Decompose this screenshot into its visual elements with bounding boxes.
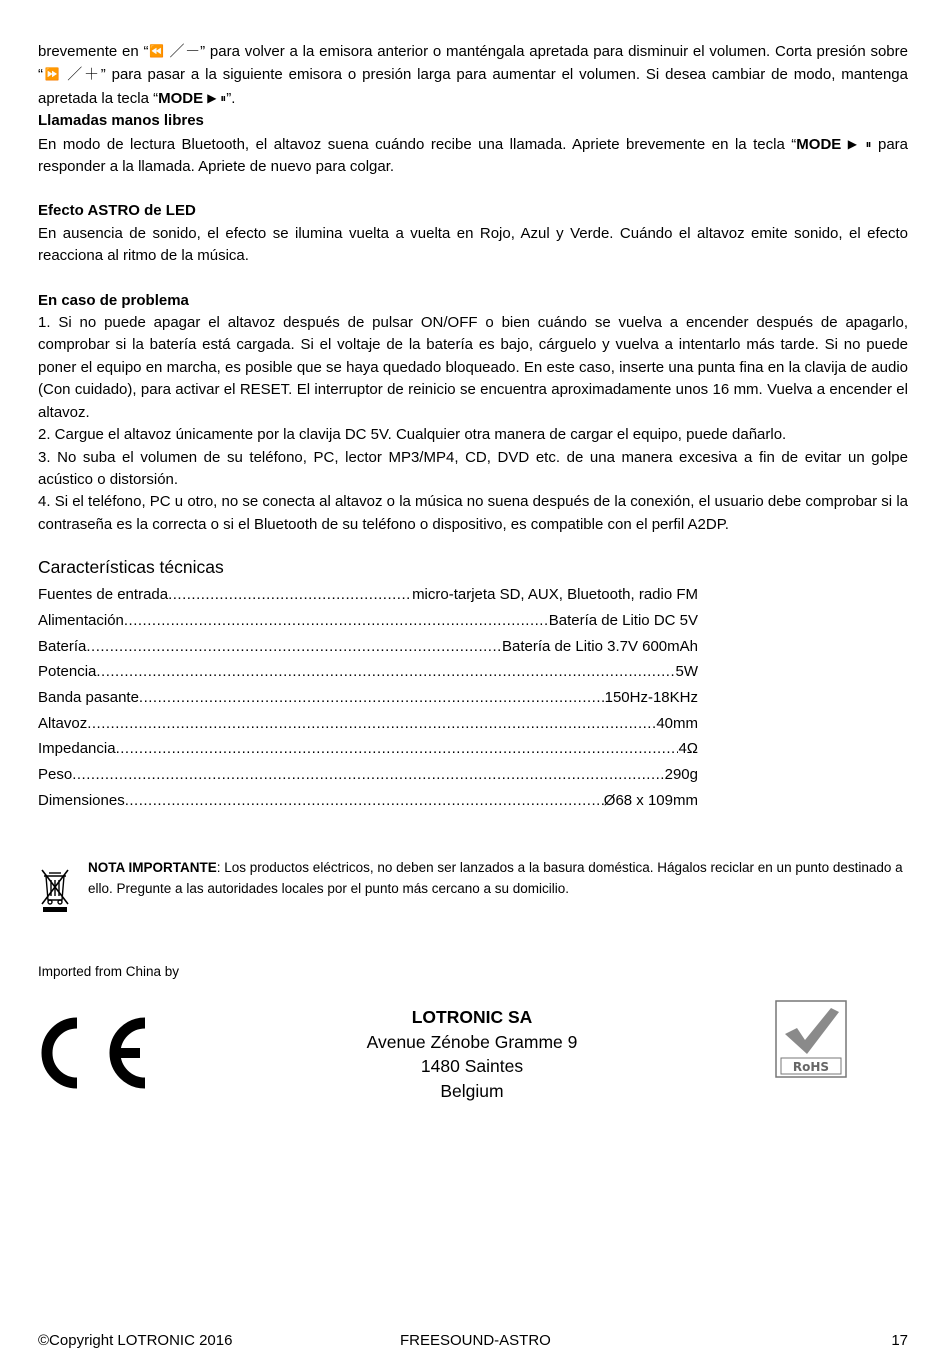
spec-row-speaker: [38, 711, 698, 737]
handsfree-text-2: para responder a la llamada. Apriete de nuevo para colgar.: [38, 135, 908, 176]
spec-leader: [86, 634, 502, 660]
spec-label: Potencia: [38, 663, 97, 681]
note-text: [88, 858, 908, 899]
intro-text-end: ”.: [226, 89, 236, 107]
specs-title: Características técnicas: [38, 557, 224, 578]
manufacturer-address: [322, 1005, 622, 1103]
spec-value: micro-tarjeta SD, AUX, Bluetooth, radio FM: [412, 586, 698, 604]
problem-item-3: 3. No suba el volumen de su teléfono, PC, lector MP3/MP4, CD, DVD etc. de una manera excesiva a fin de evitar un golpe acústico o distorsión.: [38, 448, 908, 488]
spec-row-dimensions: [38, 788, 698, 814]
note-label: NOTA IMPORTANTE: [88, 860, 217, 875]
problem-item-2: 2. Cargue el altavoz únicamente por la clavija DC 5V. Cualquier otra manera de cargar el equipo, puede dañarlo.: [38, 426, 787, 444]
spec-label: Peso: [38, 766, 73, 784]
page-footer: [38, 1332, 908, 1354]
note-body: : Los productos eléctricos, no deben ser lanzados a la basura doméstica. Hágalos reciclar en un punto destinado a ello. Pregunte a las autoridades locales por el punto más cercano a su domicilio.: [88, 860, 903, 896]
address-street: Avenue Zénobe Gramme 9: [366, 1031, 578, 1052]
led-heading: Efecto ASTRO de LED: [38, 202, 196, 220]
spec-value: Ø68 x 109mm: [603, 791, 698, 809]
handsfree-heading: Llamadas manos libres: [38, 112, 204, 130]
problem-item-1: 1. Si no puede apagar el altavoz después de pulsar ON/OFF o bien cuándo se vuelva a encender después de apagarlo, comprobar si la batería está cargada. Si el voltaje de la batería es bajo, cárguelo y vuelva a intentarlo más tarde. Si no puede poner el equipo en marcha, es posible que se haya quedado bloqueado. En este caso, inserte una punta fina en la clavija de audio (Con cuidado), para activar el RESET. El interruptor de reinicio se encuentra aproximadamente unos 16 mm. Vuelva a encender el altavoz.: [38, 314, 908, 421]
spec-leader: [96, 659, 675, 685]
spec-value: Batería de Litio DC 5V: [548, 611, 698, 629]
spec-label: Dimensiones: [38, 791, 125, 809]
address-city: 1480 Saintes: [420, 1056, 524, 1076]
problems-heading: En caso de problema: [38, 291, 189, 309]
spec-leader: [72, 762, 664, 788]
spec-leader: [139, 685, 605, 711]
spec-row-weight: [38, 762, 698, 788]
spec-leader: [116, 736, 679, 762]
spec-row-power: [38, 659, 698, 685]
footer-copyright: ©Copyright LOTRONIC 2016: [38, 1332, 233, 1349]
spec-label: Impedancia: [38, 740, 116, 758]
imported-by: Imported from China by: [38, 964, 180, 979]
spec-value: 40mm: [656, 714, 698, 732]
spec-row-impedance: [38, 736, 698, 762]
spec-label: Fuentes de entrada: [38, 586, 169, 604]
spec-row-battery: [38, 634, 698, 660]
handsfree-text-1: En modo de lectura Bluetooth, el altavoz suena cuándo recibe una llamada. Apriete brevemente en la tecla “: [38, 135, 797, 153]
intro-paragraph: [38, 40, 908, 110]
intro-text-1: brevemente en “: [38, 43, 149, 60]
spec-leader: [124, 608, 549, 634]
spec-row-power-supply: [38, 608, 698, 634]
problem-item-4: 4. Si el teléfono, PC u otro, no se conecta al altavoz o la música no suena después de la conexión, el usuario debe comprobar si la contraseña es la correcta o si el Bluetooth de su teléfono o dispositivo, es compatible con el perfil A2DP.: [38, 493, 908, 533]
spec-value: 4Ω: [678, 740, 698, 758]
play-pause-icon: ▶ ⏸: [847, 136, 872, 151]
spec-value: Batería de Litio 3.7V 600mAh: [502, 637, 698, 655]
intro-text-3: ／＋” para pasar a la siguiente emisora o presión larga para aumentar el volumen. Si desea cambiar de modo, mantenga apretada la tecla “: [38, 66, 908, 107]
footer-model: FREESOUND-ASTRO: [400, 1332, 551, 1349]
document-body: [38, 40, 908, 813]
spec-value: 150Hz-18KHz: [604, 688, 698, 706]
spec-leader: [87, 711, 656, 737]
specs-list: [38, 582, 908, 813]
spec-value: 5W: [675, 663, 698, 681]
intro-text-2: ／－” para volver a la emisora anterior o manténgala apretada para disminuir el volumen. Corta presión sobre “: [38, 43, 908, 84]
spec-label: Batería: [38, 637, 87, 655]
spec-row-input: [38, 582, 698, 608]
next-track-icon: ⏩: [43, 67, 62, 82]
spec-label: Altavoz: [38, 714, 88, 732]
spec-label: Alimentación: [38, 611, 124, 629]
ce-mark-logo: [40, 1016, 150, 1090]
address-country: Belgium: [440, 1080, 504, 1101]
rohs-logo: [775, 1000, 847, 1078]
spec-leader: [125, 788, 604, 814]
mode-key-label: MODE: [158, 89, 204, 107]
spec-row-bandwidth: [38, 685, 698, 711]
company-name: LOTRONIC SA: [411, 1007, 533, 1027]
led-paragraph: En ausencia de sonido, el efecto se ilumina vuelta a vuelta en Rojo, Azul y Verde. Cuándo el altavoz emite sonido, el efecto reacciona al ritmo de la música.: [38, 224, 908, 265]
footer-page-number: 17: [891, 1332, 908, 1349]
weee-bin-icon: [40, 866, 70, 912]
play-pause-icon: ▶ ⏸: [207, 90, 227, 105]
mode-key-label: MODE: [796, 135, 842, 153]
spec-value: 290g: [664, 766, 698, 784]
spec-leader: [168, 582, 412, 608]
handsfree-paragraph: [38, 133, 908, 179]
svg-text:RoHS: RoHS: [792, 1060, 830, 1074]
spec-label: Banda pasante: [38, 688, 139, 706]
previous-track-icon: ⏪: [148, 44, 165, 58]
